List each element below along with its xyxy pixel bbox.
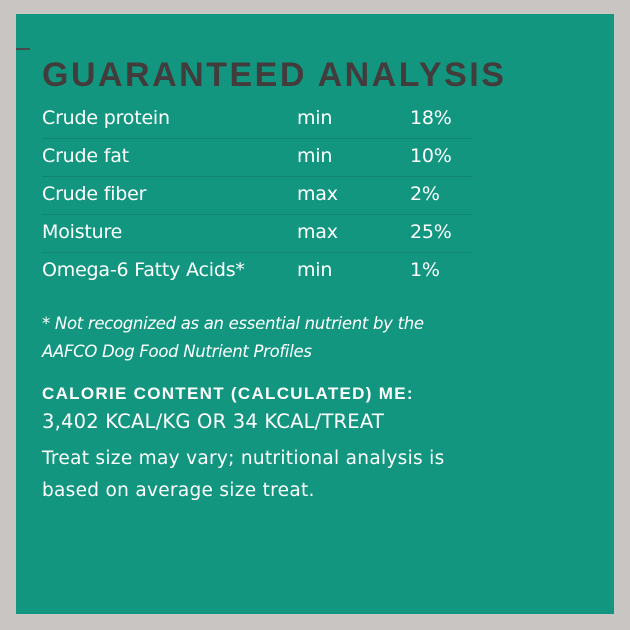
table-row — [42, 139, 472, 177]
nutrient-name: Crude protein — [42, 107, 170, 129]
nutrient-value: 2% — [410, 183, 440, 205]
calorie-note — [42, 443, 445, 507]
nutrient-value: 1% — [410, 259, 440, 281]
nutrient-qualifier: max — [297, 221, 338, 243]
calorie-value: 3,402 KCAL/KG OR 34 KCAL/TREAT — [42, 410, 384, 433]
table-row — [42, 177, 472, 215]
corner-tick — [16, 48, 30, 50]
nutrient-qualifier: min — [297, 259, 333, 281]
table-row — [42, 253, 472, 291]
nutrient-name: Crude fiber — [42, 183, 147, 205]
nutrient-value: 25% — [410, 221, 452, 243]
nutrient-qualifier: max — [297, 183, 338, 205]
nutrient-name: Crude fat — [42, 145, 129, 167]
footnote — [42, 310, 472, 366]
nutrient-qualifier: min — [297, 107, 333, 129]
nutrient-qualifier: min — [297, 145, 333, 167]
table-row — [42, 101, 472, 139]
analysis-table — [42, 101, 472, 291]
page-title: GUARANTEED ANALYSIS — [42, 56, 507, 94]
footnote-line: AAFCO Dog Food Nutrient Profiles — [42, 342, 312, 361]
nutrient-value: 10% — [410, 145, 452, 167]
nutrient-value: 18% — [410, 107, 452, 129]
calorie-heading: CALORIE CONTENT (CALCULATED) ME: — [42, 384, 414, 403]
footnote-line: * Not recognized as an essential nutrient by the — [42, 314, 424, 333]
nutrient-name: Omega-6 Fatty Acids* — [42, 259, 245, 281]
calorie-note-line: Treat size may vary; nutritional analysis is — [42, 448, 445, 469]
calorie-note-line: based on average size treat. — [42, 480, 315, 501]
table-row — [42, 215, 472, 253]
nutrient-name: Moisture — [42, 221, 123, 243]
